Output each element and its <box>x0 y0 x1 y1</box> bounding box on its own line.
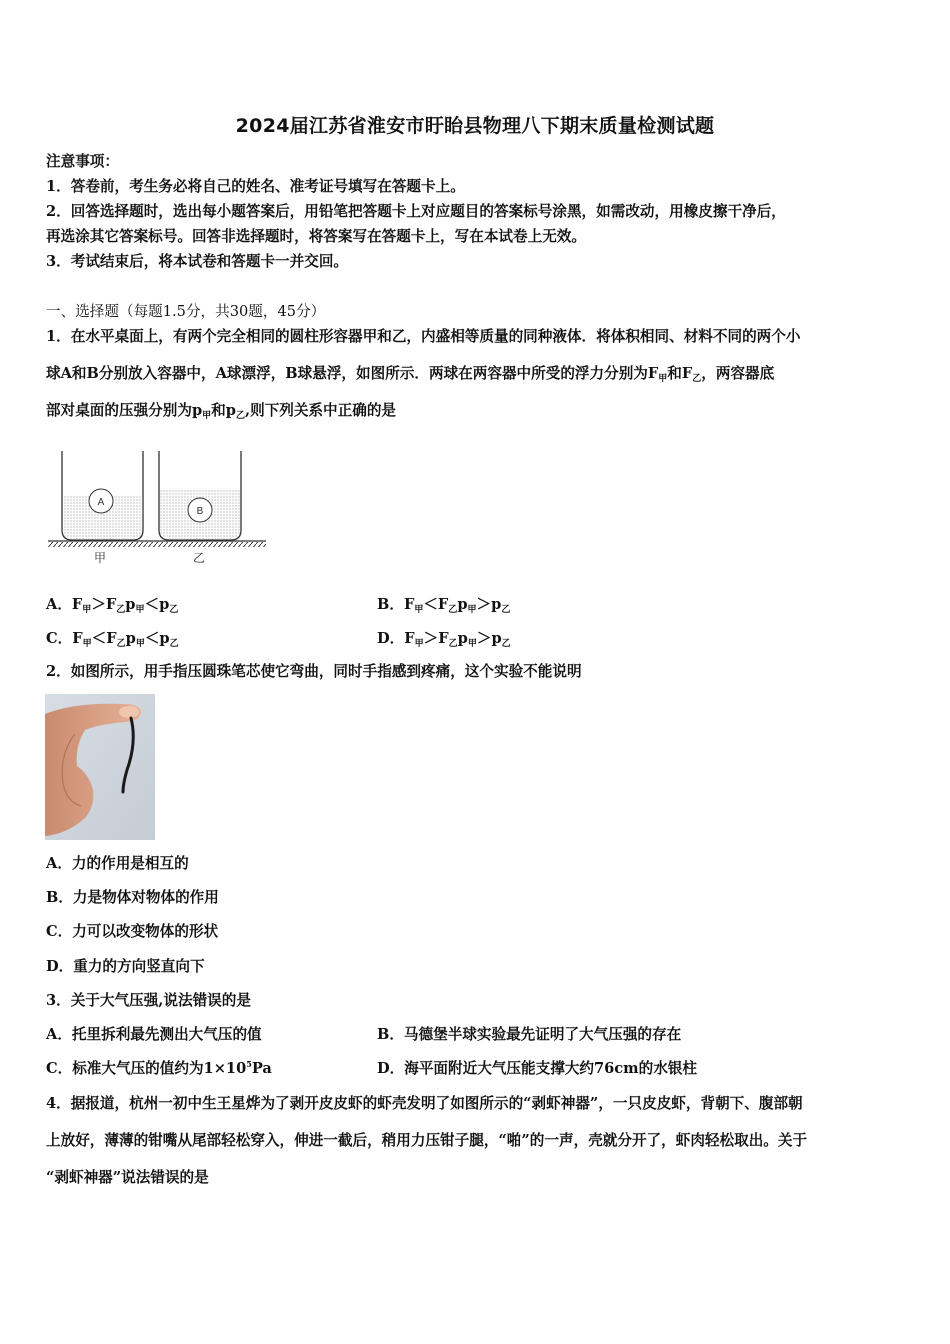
q1-line-3-text: 部对桌面的压强分别为p <box>46 402 203 419</box>
table-hatch <box>48 542 266 547</box>
notice-item-1: 1．答卷前，考生务必将自己的姓名、准考证号填写在答题卡上。 <box>46 178 465 195</box>
q1-option-c-rel2: ＜p <box>144 630 170 647</box>
q1-option-d-letter: D． <box>377 630 405 647</box>
notice-item-2: 2．回答选择题时，选出每小题答案后，用铅笔把答题卡上对应题目的答案标号涂黑，如需改动，用橡皮擦干净后， <box>46 203 786 220</box>
exam-title: 2024届江苏省淮安市盱眙县物理八下期末质量检测试题 <box>235 115 715 137</box>
ball-b-label: B <box>196 506 204 517</box>
q1-sub-p-jia: 甲 <box>202 411 212 421</box>
q1-line-1: 1．在水平桌面上，有两个完全相同的圆柱形容器甲和乙，内盛相等质量的同种液体．将体积相同、材料不同的两个小 <box>46 328 801 345</box>
q1-option-b-sub2: 乙 <box>448 605 458 615</box>
q1-option-c-p: p <box>125 630 136 647</box>
q1-line-2-and: 和F <box>667 365 693 382</box>
q4-line-2: 上放好，薄薄的钳嘴从尾部轻松穿入，伸进一截后，稍用力压钳子腿，“啪”的一声，壳就分开了，虾肉轻松取出。关于 <box>46 1132 808 1149</box>
q1-sub-yi: 乙 <box>692 374 702 384</box>
q1-line-2-end: ，两容器底 <box>701 365 775 382</box>
q1-option-b-rel1: ＜F <box>423 596 449 613</box>
q3-stem: 3．关于大气压强,说法错误的是 <box>46 992 251 1009</box>
ball-a-label: A <box>97 497 105 508</box>
q1-sub-jia: 甲 <box>658 374 668 384</box>
q1-option-b-f: F <box>403 596 415 613</box>
notice-item-2-cont: 再选涂其它答案标号。回答非选择题时，将答案写在答题卡上，写在本试卷上无效。 <box>46 228 586 245</box>
q1-option-a-sub2: 乙 <box>116 605 126 615</box>
q1-option-c-letter: C． <box>46 630 73 647</box>
q1-line-2-text: 球A和B分别放入容器中，A球漂浮，B球悬浮，如图所示．两球在两容器中所受的浮力分别为F <box>46 365 659 382</box>
q1-option-c[interactable] <box>46 629 179 651</box>
q1-sub-p-yi: 乙 <box>235 411 245 421</box>
q1-option-c-sub3: 甲 <box>135 639 145 649</box>
q1-line-3 <box>46 401 396 423</box>
q1-option-c-sub1: 甲 <box>82 639 92 649</box>
q1-line-3-and: 和p <box>211 402 236 419</box>
q1-option-c-rel1: ＜F <box>91 630 117 647</box>
q1-option-a-rel2: ＜p <box>144 596 170 613</box>
q4-line-1: 4．据报道，杭州一初中生王星烨为了剥开皮皮虾的虾壳发明了如图所示的“剥虾神器”，一只皮皮虾，背朝下、腹部朝 <box>46 1095 803 1112</box>
q1-option-b-rel2: ＞p <box>476 596 502 613</box>
q1-option-a[interactable] <box>46 595 178 617</box>
q3-option-c-unit: Pa <box>251 1060 272 1077</box>
q3-option-d[interactable]: D．海平面附近大气压能支撑大约76cm的水银柱 <box>377 1060 697 1077</box>
q3-option-a[interactable]: A．托里拆利最先测出大气压的值 <box>46 1026 262 1043</box>
q1-option-d-f: F <box>404 630 415 647</box>
q1-option-d-sub3: 甲 <box>467 639 477 649</box>
q1-option-b-p: p <box>457 596 468 613</box>
q1-option-b-sub4: 乙 <box>501 605 511 615</box>
q1-containers-figure <box>46 448 272 570</box>
q2-stem: 2．如图所示，用手指压圆珠笔芯使它弯曲，同时手指感到疼痛，这个实验不能说明 <box>46 663 582 680</box>
q2-finger-pen-photo <box>45 694 155 840</box>
fingertip <box>119 706 139 718</box>
q1-line-2 <box>46 364 774 386</box>
q1-option-d-rel2: ＞p <box>476 630 502 647</box>
notice-heading: 注意事项： <box>46 153 119 170</box>
q1-option-d-rel1: ＞F <box>423 630 449 647</box>
q1-option-a-sub1: 甲 <box>82 605 92 615</box>
q1-option-a-rel1: ＞F <box>91 596 117 613</box>
q1-option-a-letter: A． <box>46 596 72 613</box>
q3-option-b[interactable]: B．马德堡半球实验最先证明了大气压强的存在 <box>377 1026 682 1043</box>
q1-option-d[interactable] <box>377 629 511 651</box>
q1-option-a-sub4: 乙 <box>169 605 179 615</box>
q1-option-a-sub3: 甲 <box>135 605 145 615</box>
q1-option-a-f: F <box>71 596 83 613</box>
section-heading: 一、选择题（每题1.5分，共30题，45分） <box>46 303 326 320</box>
q2-option-a[interactable]: A．力的作用是相互的 <box>46 855 189 872</box>
q1-option-b[interactable] <box>377 595 510 617</box>
q1-option-d-sub1: 甲 <box>414 639 424 649</box>
q1-option-b-sub1: 甲 <box>414 605 424 615</box>
q2-option-d[interactable]: D．重力的方向竖直向下 <box>46 958 205 975</box>
notice-item-3: 3．考试结束后，将本试卷和答题卡一并交回。 <box>46 253 349 270</box>
q3-option-c[interactable] <box>46 1059 272 1080</box>
q1-option-d-sub4: 乙 <box>501 639 511 649</box>
q1-option-d-p: p <box>457 630 468 647</box>
q3-option-c-exponent: 5 <box>246 1059 252 1069</box>
q1-option-c-sub2: 乙 <box>116 639 126 649</box>
q1-option-b-sub3: 甲 <box>467 605 477 615</box>
q1-option-c-f: F <box>72 630 83 647</box>
q1-option-a-p: p <box>125 596 136 613</box>
label-jia: 甲 <box>93 551 107 565</box>
q1-line-3-end: ,则下列关系中正确的是 <box>245 402 397 419</box>
label-yi: 乙 <box>192 551 206 565</box>
q3-option-c-text: C．标准大气压的值约为1×10 <box>46 1060 247 1077</box>
q2-option-b[interactable]: B．力是物体对物体的作用 <box>46 889 219 906</box>
q1-option-c-sub4: 乙 <box>169 639 179 649</box>
q1-option-b-letter: B． <box>377 596 404 613</box>
q1-option-d-sub2: 乙 <box>448 639 458 649</box>
q2-option-c[interactable]: C．力可以改变物体的形状 <box>46 923 219 940</box>
q4-line-3: “剥虾神器”说法错误的是 <box>46 1169 209 1186</box>
